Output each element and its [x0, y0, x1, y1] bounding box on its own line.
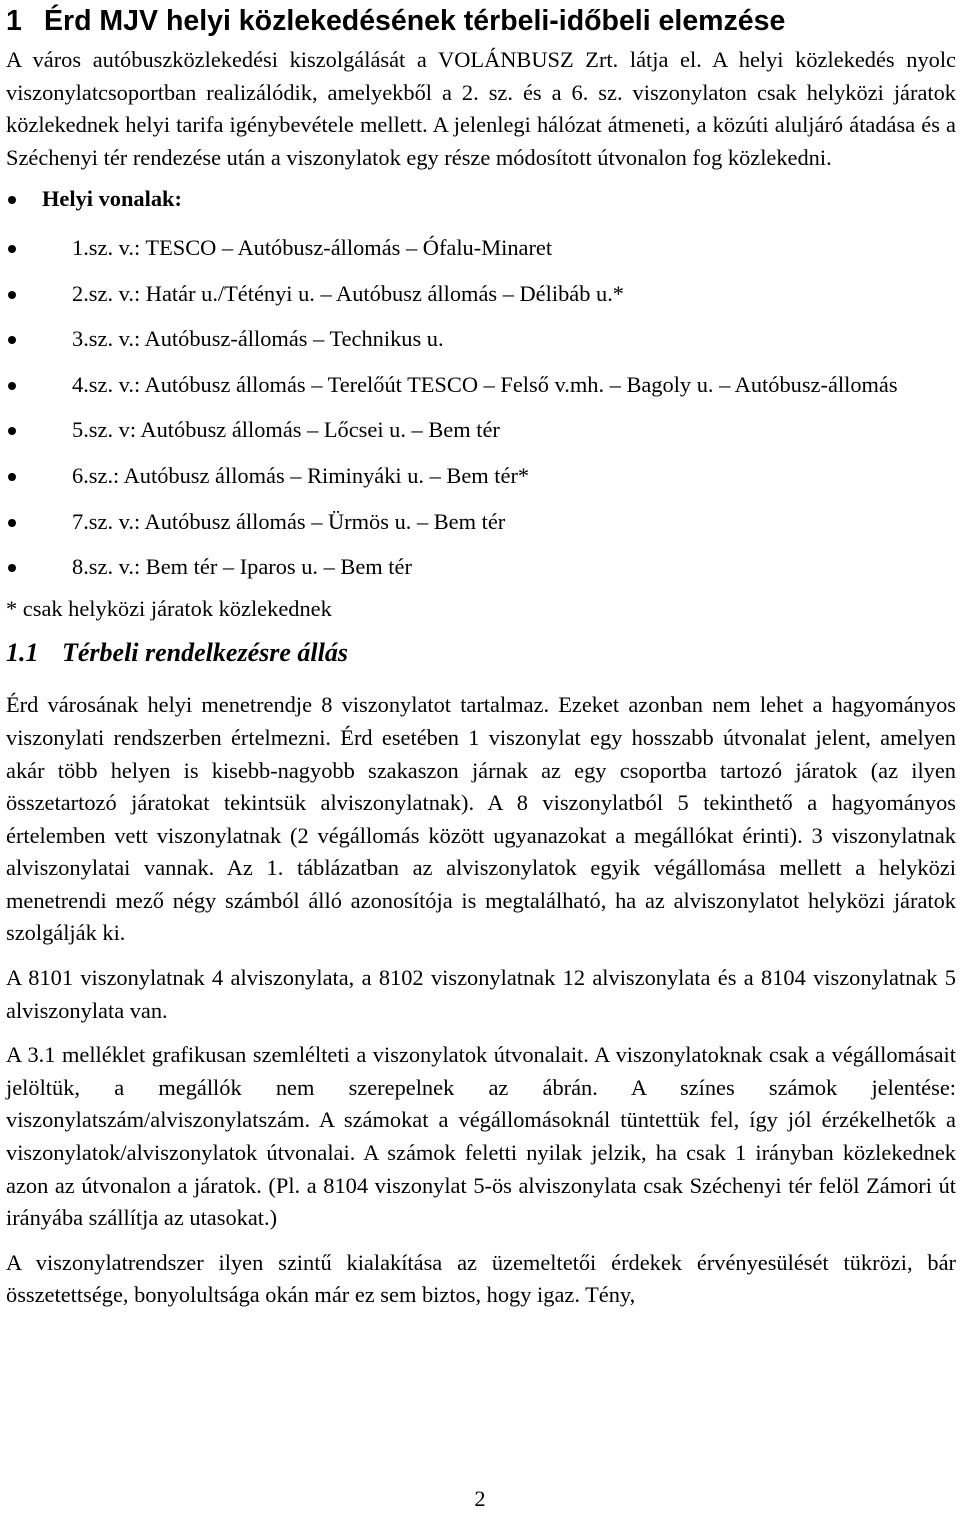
line-text: 5.sz. v: Autóbusz állomás – Lőcsei u. – Bem tér — [72, 417, 500, 443]
line-item — [6, 323, 956, 356]
section-heading — [6, 4, 956, 38]
bullet-icon — [8, 291, 16, 299]
line-text: 4.sz. v.: Autóbusz állomás – Terelőút TESCO – Felső v.mh. – Bagoly u. – Autóbusz-állomás — [72, 371, 898, 397]
document-page — [6, 0, 956, 1312]
line-text: 3.sz. v.: Autóbusz-állomás – Technikus u. — [72, 326, 444, 352]
bullet-icon — [8, 196, 16, 204]
bullet-icon — [8, 336, 16, 344]
intro-paragraph: A város autóbuszközlekedési kiszolgálását a VOLÁNBUSZ Zrt. látja el. A helyi közlekedés nyolc viszonylatcsoportban realizálódik, amelyekből a 2. sz. és a 6. sz. viszonylaton csak helyközi járatok közlekednek helyi tarifa igénybevétele mellett. A jelenlegi hálózat átmeneti, a közúti aluljáró átadása és a Széchenyi tér rendezése után a viszonylatok egy része módosított útvonalon fog közlekedni. — [6, 47, 956, 170]
section-number: 1 — [6, 5, 22, 37]
lines-heading: Helyi vonalak: — [42, 186, 182, 212]
line-text: 7.sz. v.: Autóbusz állomás – Ürmös u. – Bem tér — [72, 508, 506, 534]
body-paragraph: A 8101 viszonylatnak 4 alviszonylata, a 8102 viszonylatnak 12 alviszonylata és a 8104 viszonylatnak 5 alviszonylata van. — [6, 965, 956, 1023]
line-item — [6, 232, 956, 265]
body-paragraph: Érd városának helyi menetrendje 8 viszonylatot tartalmaz. Ezeket azonban nem lehet a hagyományos viszonylati rendszerben értelmezni. Érd esetében 1 viszonylat egy hosszabb útvonalat jelent, amelyen akár több helyen is kisebb-nagyobb szakaszon járnak az egy csoportba tartozó járatok (az ilyen összetartozó járatokat tekintsük alviszonylatnak). A 8 viszonylatból 5 tekinthető a hagyományos értelemben vett viszonylatnak (2 végállomás között ugyanazokat a megállókat érinti). 3 viszonylatnak alviszonylatai vannak. Az 1. táblázatban az alviszonylatok egyik végállomása mellett a helyközi menetrendi mező négy számból álló azonosítója is megtalálható, ha az alviszonylatot helyközi járatok szolgálják ki. — [6, 692, 956, 946]
bullet-icon — [8, 564, 16, 572]
line-item — [6, 506, 956, 539]
subsection-title: Térbeli rendelkezésre állás — [62, 638, 348, 668]
footnote: * csak helyközi járatok közlekednek — [6, 595, 332, 621]
lines-list — [6, 183, 956, 583]
line-text: 6.sz.: Autóbusz állomás – Riminyáki u. – Bem tér* — [72, 462, 530, 488]
page-number: 2 — [474, 1486, 486, 1511]
body-paragraph: A 3.1 melléklet grafikusan szemlélteti a viszonylatok útvonalait. A viszonylatoknak csak a végállomásait jelöltük, a megállók nem szerepelnek az ábrán. A színes számok jelentése: viszonylatszám/alviszonylatszám. A számokat a végállomásoknál tüntettük fel, így jól érzékelhetők a viszonylatok/alviszonylatok útvonalai. A számok feletti nyilak jelzik, ha csak 1 irányban közlekednek azon az útvonalon a járatok. (Pl. a 8104 viszonylat 5-ös alviszonylata csak Széchenyi tér felöl Zámori út irányába szállítja az utasokat.) — [6, 1042, 956, 1231]
bullet-icon — [8, 245, 16, 253]
line-item — [6, 278, 956, 311]
bullet-icon — [8, 382, 16, 390]
line-item — [6, 414, 956, 447]
lines-heading-item — [6, 183, 956, 216]
line-text: 1.sz. v.: TESCO – Autóbusz-állomás – Ófalu-Minaret — [72, 234, 553, 260]
line-item — [6, 369, 956, 402]
subsection-heading — [6, 637, 956, 669]
bullet-icon — [8, 473, 16, 481]
line-text: 2.sz. v.: Határ u./Tétényi u. – Autóbusz állomás – Délibáb u.* — [72, 280, 624, 306]
bullet-icon — [8, 519, 16, 527]
body-paragraph: A viszonylatrendszer ilyen szintű kialakítása az üzemeltetői érdekek érvényesülését tükrözi, bár összetettsége, bonyolultsága okán már ez sem biztos, hogy igaz. Tény, — [6, 1249, 956, 1308]
bullet-icon — [8, 427, 16, 435]
line-text: 8.sz. v.: Bem tér – Iparos u. – Bem tér — [72, 554, 412, 580]
subsection-number: 1.1 — [6, 638, 39, 668]
section-title: Érd MJV helyi közlekedésének térbeli-időbeli elemzése — [44, 5, 786, 37]
line-item — [6, 460, 956, 493]
line-item — [6, 551, 956, 584]
